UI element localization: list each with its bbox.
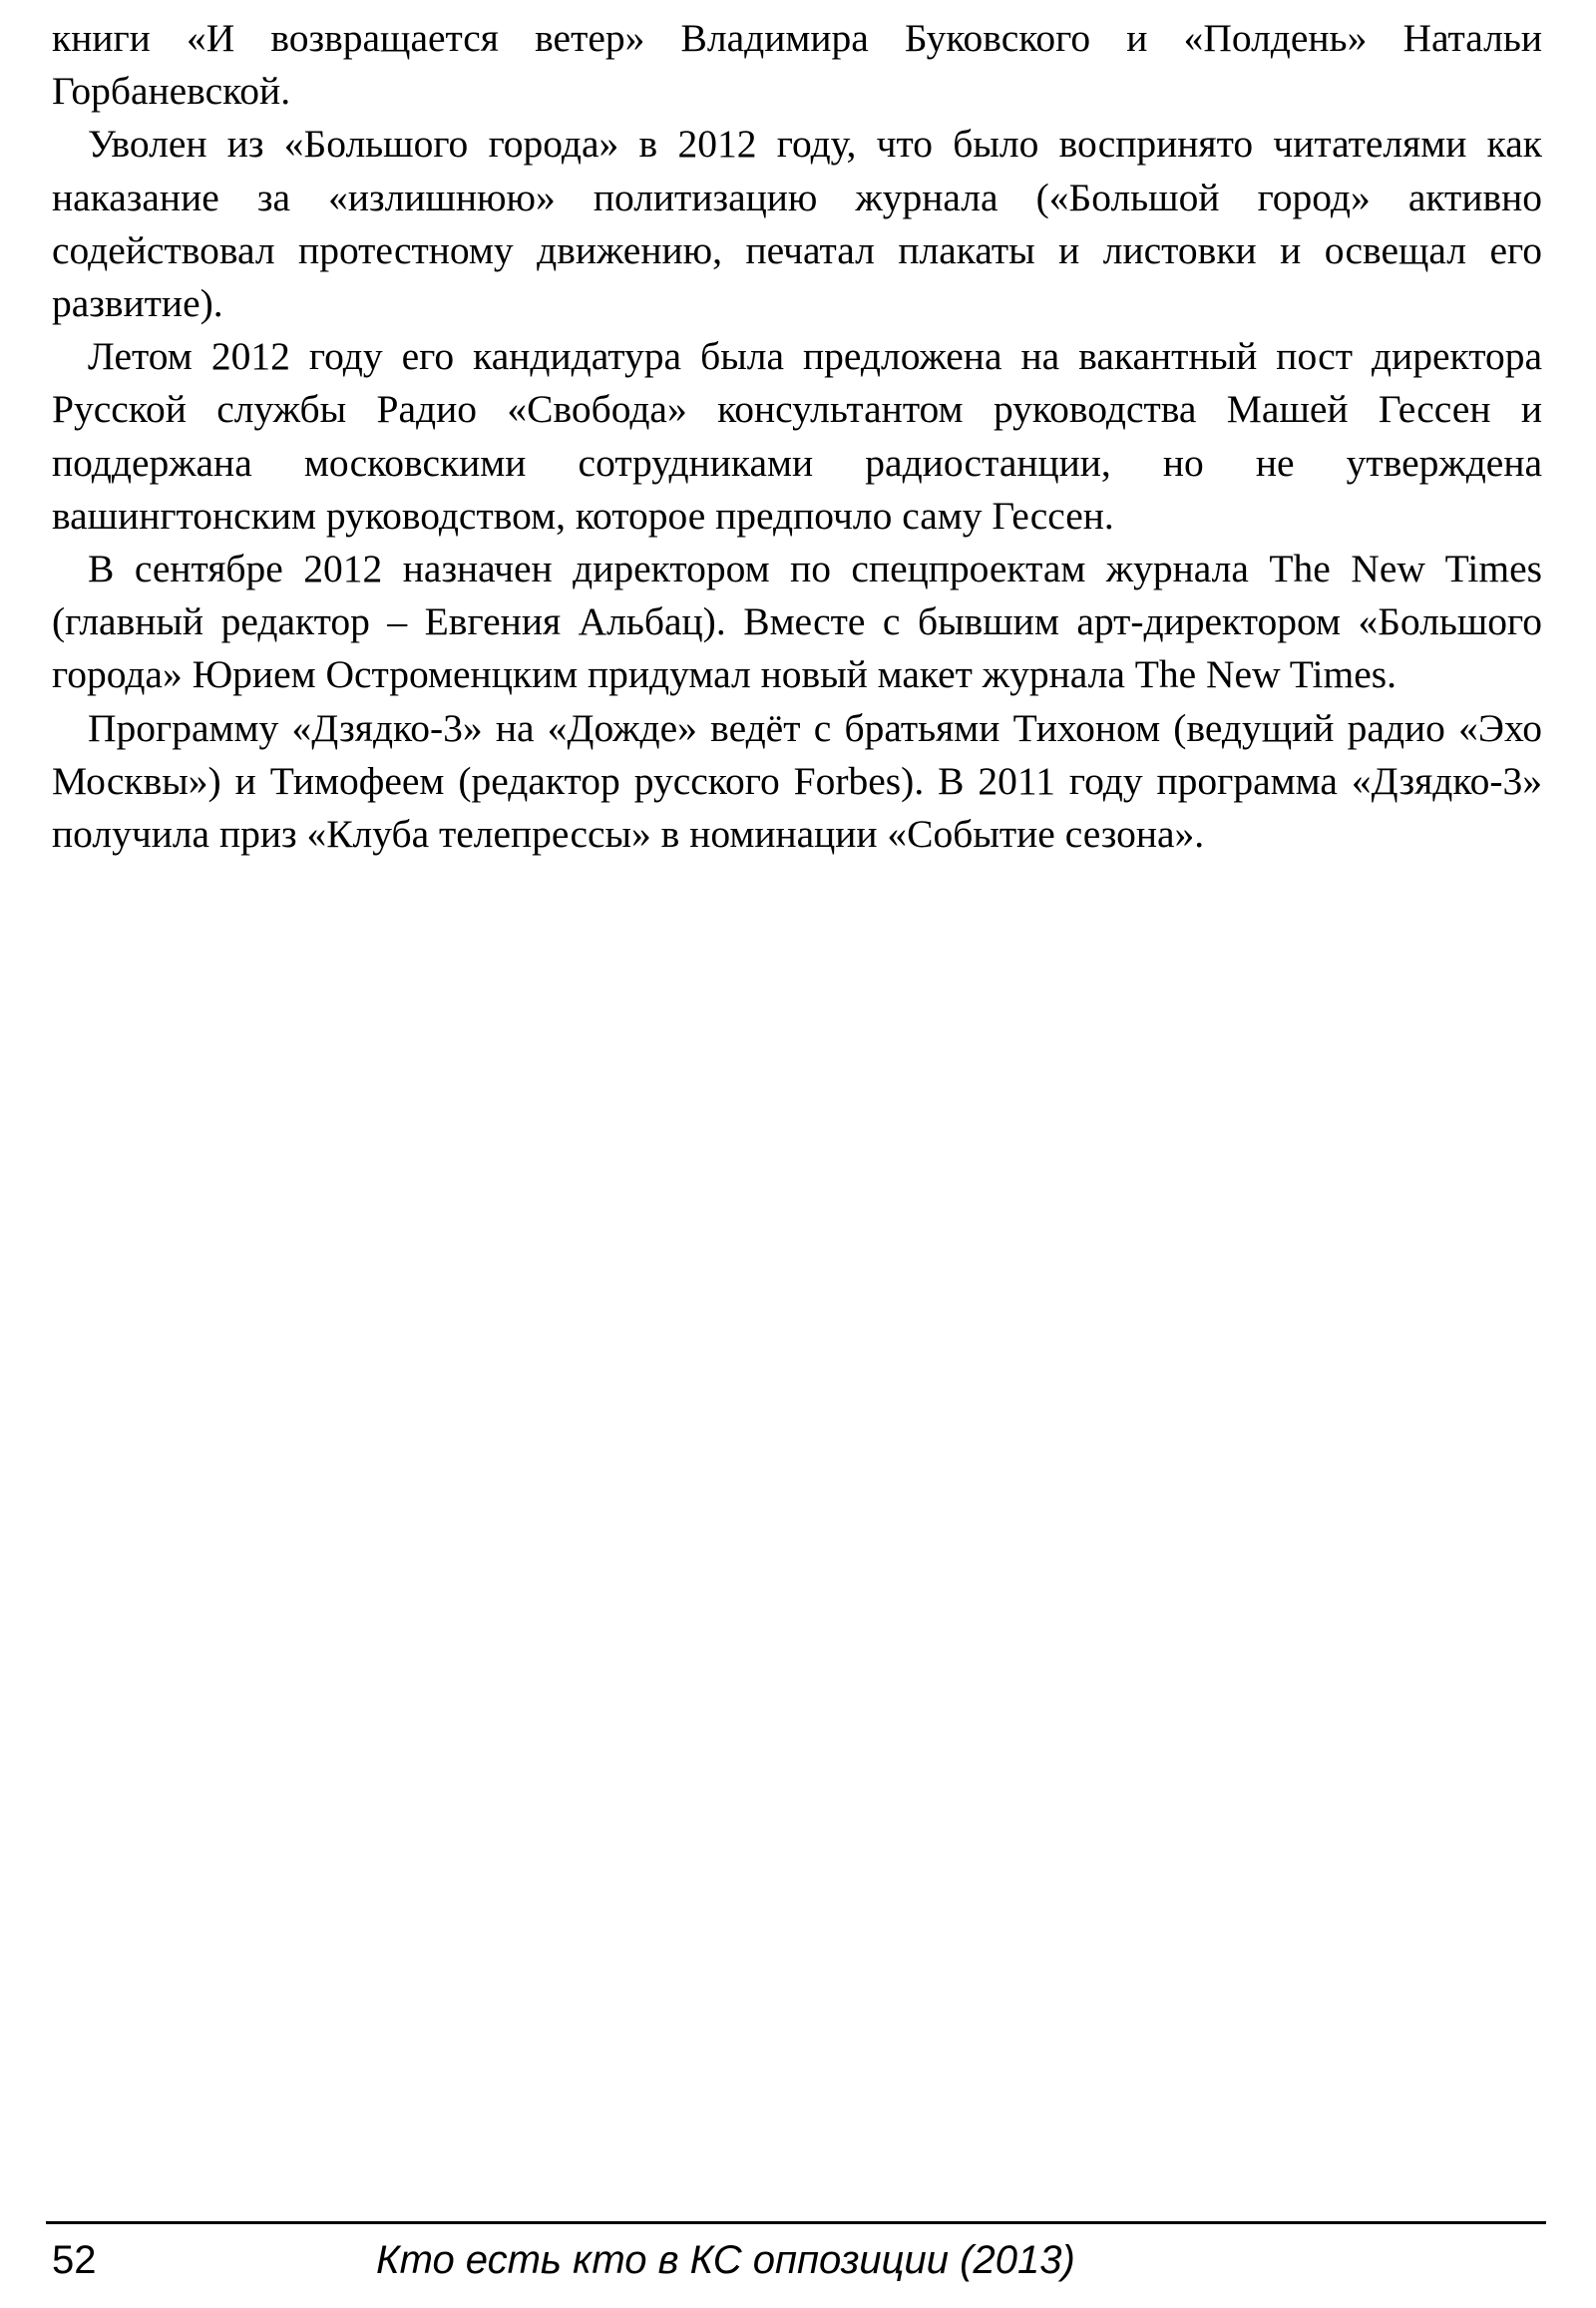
page-number: 52 bbox=[52, 2238, 97, 2282]
page-footer bbox=[52, 2230, 1542, 2290]
paragraph-radio-svoboda: Летом 2012 году его кандидатура была предложена на вакантный пост директора Русской службы Радио «Свобода» консультантом руководства Машей Гессен и поддержана московскими сотрудниками радиостанции, но не утверждена вашингтонским руководством, которое предпочло саму Гессен. bbox=[52, 334, 1542, 538]
paragraph-continuation: книги «И возвращается ветер» Владимира Буковского и «Полдень» Натальи Горбаневской. bbox=[52, 16, 1542, 114]
paragraph-dzyadko-3: Программу «Дзядко-3» на «Дожде» ведёт с братьями Тихоном (ведущий радио «Эхо Москвы») и Тимофеем (редактор русского Forbes). В 2011 году программа «Дзядко-3» получила приз «Клуба телепрессы» в номинации «Событие сезона». bbox=[52, 705, 1542, 857]
running-title: Кто есть кто в КС оппозиции (2013) bbox=[376, 2238, 1075, 2282]
body-text bbox=[52, 12, 1542, 861]
footer-divider bbox=[46, 2221, 1546, 2224]
paragraph-new-times: В сентябре 2012 назначен директором по спецпроектам журнала The New Times (главный редактор – Евгения Альбац). Вместе с бывшим арт-директором «Большого города» Юрием Остроменцким придумал новый макет журнала The New Times. bbox=[52, 547, 1542, 697]
paragraph-dismissal: Уволен из «Большого города» в 2012 году, что было воспринято читателями как наказание за «излишнюю» политизацию журнала («Большой город» активно содействовал протестному движению, печатал плакаты и листовки и освещал его развитие). bbox=[52, 122, 1542, 326]
